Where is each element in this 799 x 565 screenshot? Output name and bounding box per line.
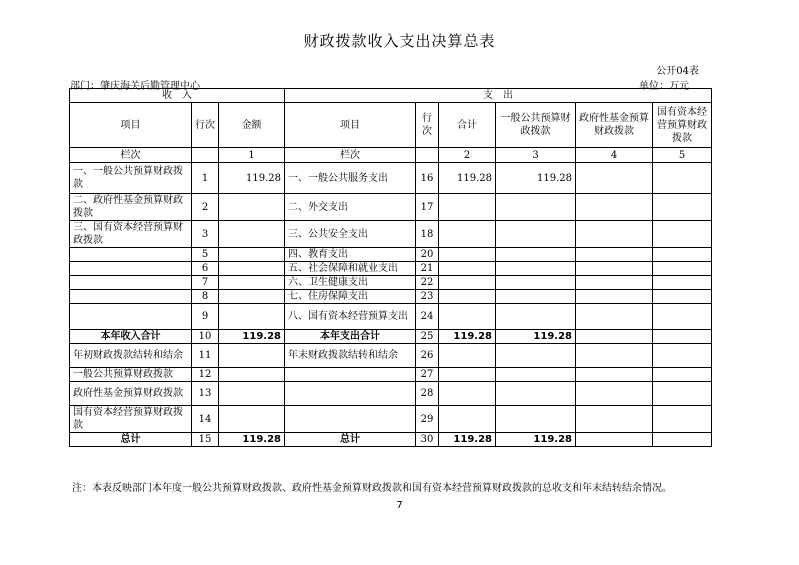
income-amount [219,304,285,330]
general-budget-amount [496,276,576,290]
income-line: 2 [192,194,219,221]
income-amount: 119.28 [219,330,285,344]
state-capital-amount [653,194,712,221]
income-item [70,276,192,290]
total-amount [439,382,496,406]
income-line: 5 [192,248,219,262]
general-budget-header: 一般公共预算财政拨款 [496,103,576,148]
gov-fund-amount [576,262,653,276]
expense-item: 一、一般公共服务支出 [285,163,416,194]
total-amount [439,221,496,248]
total-amount [439,248,496,262]
column-index-5: 5 [653,148,712,163]
total-amount [439,406,496,433]
page-title: 财政拨款收入支出决算总表 [303,32,496,50]
expense-line: 18 [416,221,439,248]
expense-header: 支 出 [285,89,712,103]
table-row [70,344,712,368]
income-item [70,290,192,304]
footnote: 注：本表反映部门本年度一般公共预算财政拨款、政府性基金预算财政拨款和国有资本经营预算财政拨款的总收支和年末结转结余情况。 [72,483,672,494]
total-header: 合计 [439,103,496,148]
gov-fund-header: 政府性基金预算财政拨款 [576,103,653,148]
general-budget-amount: 119.28 [496,330,576,344]
expense-line: 27 [416,368,439,382]
income-line: 11 [192,344,219,368]
income-item: 二、政府性基金预算财政拨款 [70,194,192,221]
form-code: 公开04表 [656,66,699,77]
state-capital-amount [653,344,712,368]
table-row [70,290,712,304]
total-amount [439,304,496,330]
income-line: 8 [192,290,219,304]
income-line-header: 行次 [192,103,219,148]
income-amount: 119.28 [219,433,285,447]
gov-fund-amount [576,368,653,382]
state-capital-amount [653,248,712,262]
expense-item: 八、国有资本经营预算支出 [285,304,416,330]
table-row [70,194,712,221]
state-capital-amount [653,330,712,344]
income-line: 6 [192,262,219,276]
income-amount [219,248,285,262]
state-capital-amount [653,382,712,406]
income-item-header: 项目 [70,103,192,148]
expense-item: 三、公共安全支出 [285,221,416,248]
table-row [70,248,712,262]
expense-line: 29 [416,406,439,433]
general-budget-amount [496,248,576,262]
income-item: 国有资本经营预算财政拨款 [70,406,192,433]
total-amount [439,290,496,304]
general-budget-amount [496,194,576,221]
expense-item: 六、卫生健康支出 [285,276,416,290]
budget-summary-table [69,88,712,447]
table-row [70,382,712,406]
gov-fund-amount [576,433,653,447]
income-amount [219,221,285,248]
expense-item: 总计 [285,433,416,447]
state-capital-amount [653,433,712,447]
gov-fund-amount [576,276,653,290]
income-item: 一般公共预算财政拨款 [70,368,192,382]
expense-item: 二、外交支出 [285,194,416,221]
column-index-3: 3 [496,148,576,163]
income-item [70,304,192,330]
income-header: 收 入 [70,89,285,103]
income-item: 本年收入合计 [70,330,192,344]
gov-fund-amount [576,248,653,262]
table-row [70,276,712,290]
expense-item [285,382,416,406]
state-capital-amount [653,290,712,304]
expense-item: 五、社会保障和就业支出 [285,262,416,276]
income-amount [219,382,285,406]
expense-line: 16 [416,163,439,194]
income-line: 1 [192,163,219,194]
state-capital-amount [653,262,712,276]
table-row [70,368,712,382]
expense-item: 四、教育支出 [285,248,416,262]
section-header-row [70,89,712,103]
income-amount [219,276,285,290]
expense-line: 24 [416,304,439,330]
total-amount [439,368,496,382]
state-capital-amount [653,406,712,433]
table-row [70,163,712,194]
income-amount [219,194,285,221]
general-budget-amount [496,344,576,368]
income-line: 10 [192,330,219,344]
expense-line: 22 [416,276,439,290]
expense-line: 23 [416,290,439,304]
general-budget-amount [496,290,576,304]
total-amount [439,262,496,276]
income-amount [219,344,285,368]
department-label: 部门：肇庆海关后勤管理中心 [70,81,200,92]
total-amount [439,344,496,368]
total-amount: 119.28 [439,433,496,447]
gov-fund-amount [576,194,653,221]
income-line: 12 [192,368,219,382]
state-capital-amount [653,221,712,248]
income-item: 政府性基金预算财政拨款 [70,382,192,406]
expense-line: 25 [416,330,439,344]
income-amount [219,368,285,382]
expense-line: 20 [416,248,439,262]
total-amount: 119.28 [439,330,496,344]
general-budget-amount [496,304,576,330]
income-line: 14 [192,406,219,433]
general-budget-amount: 119.28 [496,433,576,447]
expense-item: 年末财政拨款结转和结余 [285,344,416,368]
state-capital-amount [653,304,712,330]
expense-line-header: 行次 [416,103,439,148]
income-amount [219,406,285,433]
table-row [70,304,712,330]
gov-fund-amount [576,406,653,433]
gov-fund-amount [576,344,653,368]
gov-fund-amount [576,221,653,248]
column-index-4: 4 [576,148,653,163]
expense-item: 本年支出合计 [285,330,416,344]
expense-item [285,406,416,433]
gov-fund-amount [576,290,653,304]
expense-item-header: 项目 [285,103,416,148]
general-budget-amount [496,406,576,433]
gov-fund-amount [576,304,653,330]
table-row [70,406,712,433]
expense-line: 21 [416,262,439,276]
state-capital-amount [653,368,712,382]
general-budget-amount [496,382,576,406]
income-item: 一、一般公共预算财政拨款 [70,163,192,194]
column-label: 栏次 [285,148,416,163]
table-body [70,163,712,447]
income-item [70,248,192,262]
column-index-2: 2 [439,148,496,163]
column-index-1: 1 [219,148,285,163]
gov-fund-amount [576,382,653,406]
expense-line: 26 [416,344,439,368]
total-amount: 119.28 [439,163,496,194]
state-capital-amount [653,163,712,194]
table-row [70,433,712,447]
general-budget-amount [496,262,576,276]
unit-label: 单位：万元 [639,81,689,92]
income-amount: 119.28 [219,163,285,194]
column-index-row [70,148,712,163]
gov-fund-amount [576,330,653,344]
general-budget-amount [496,221,576,248]
expense-line: 28 [416,382,439,406]
income-amount-header: 金额 [219,103,285,148]
income-line: 15 [192,433,219,447]
income-item: 总计 [70,433,192,447]
table-row [70,262,712,276]
table-row [70,330,712,344]
general-budget-amount [496,368,576,382]
state-capital-header: 国有资本经营预算财政拨款 [653,103,712,148]
table-row [70,221,712,248]
column-header-row [70,103,712,148]
total-amount [439,276,496,290]
income-amount [219,290,285,304]
column-label: 栏次 [70,148,192,163]
income-line: 3 [192,221,219,248]
gov-fund-amount [576,163,653,194]
income-item: 三、国有资本经营预算财政拨款 [70,221,192,248]
page-number: 7 [396,500,403,511]
state-capital-amount [653,276,712,290]
income-item [70,262,192,276]
total-amount [439,194,496,221]
expense-line: 30 [416,433,439,447]
income-amount [219,262,285,276]
expense-line: 17 [416,194,439,221]
expense-item [285,368,416,382]
general-budget-amount: 119.28 [496,163,576,194]
income-line: 7 [192,276,219,290]
income-item: 年初财政拨款结转和结余 [70,344,192,368]
expense-item: 七、住房保障支出 [285,290,416,304]
income-line: 9 [192,304,219,330]
income-line: 13 [192,382,219,406]
